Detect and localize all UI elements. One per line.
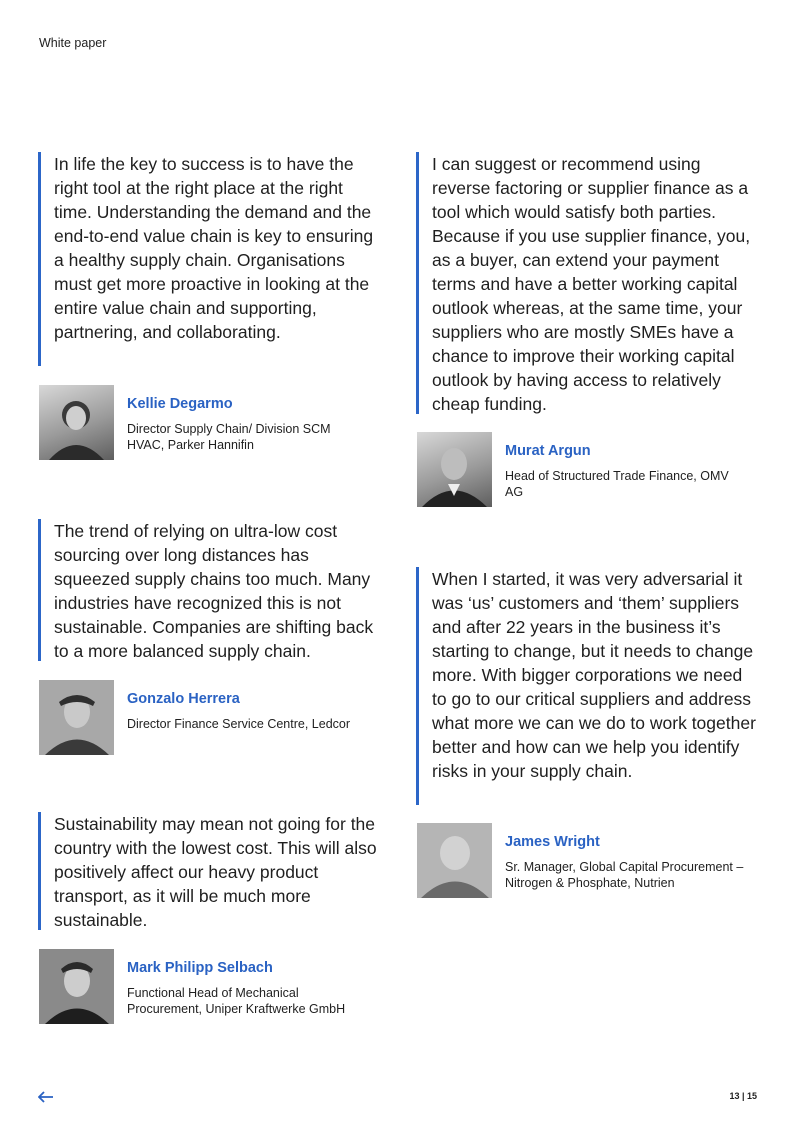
quote-attribution: [39, 949, 372, 1024]
quote-block: [416, 152, 761, 414]
avatar: [39, 680, 114, 755]
quote-text: I can suggest or recommend using reverse factoring or supplier finance as a tool which would satisfy both parties. Because if you use supplier finance, you, as a buyer, can extend your payment terms and have a better working capital outlook whereas, at the same time, your suppliers who are mostly SMEs have a chance to improve their working capital outlook by having access to relatively cheap funding.: [416, 152, 761, 414]
arrow-left-icon[interactable]: [38, 1087, 54, 1107]
person-role: Sr. Manager, Global Capital Procurement – Nitrogen & Phosphate, Nutrien: [505, 860, 744, 890]
person-role: Functional Head of Mechanical Procurement, Uniper Kraftwerke GmbH: [127, 986, 346, 1016]
quote-block: [416, 567, 761, 805]
quote-attribution: [417, 823, 760, 898]
person-name: Murat Argun: [505, 443, 591, 459]
quote-attribution: [417, 432, 730, 507]
avatar: [417, 432, 492, 507]
avatar: [39, 385, 114, 460]
quote-attribution: [39, 385, 352, 460]
person-name: Gonzalo Herrera: [127, 691, 240, 707]
person-name: James Wright: [505, 834, 600, 850]
person-name: Kellie Degarmo: [127, 396, 233, 412]
person-name: Mark Philipp Selbach: [127, 960, 273, 976]
quote-text: When I started, it was very adversarial it was ‘us’ customers and ‘them’ suppliers and after 22 years in the business it’s starting to change, but it needs to change more. With bigger corporations we need to go to our critical suppliers and address what more we can we do to work together better and how can we help you identify risks in your supply chain.: [416, 567, 761, 805]
avatar: [39, 949, 114, 1024]
quote-text: Sustainability may mean not going for the country with the lowest cost. This will also positively affect our heavy product transport, as it will be much more sustainable.: [38, 812, 378, 930]
person-role: Head of Structured Trade Finance, OMV AG: [505, 469, 729, 499]
document-type-label: White paper: [39, 36, 107, 50]
person-role: Director Finance Service Centre, Ledcor: [127, 717, 351, 731]
quote-attribution: [39, 680, 377, 755]
avatar: [417, 823, 492, 898]
quote-block: [38, 812, 378, 930]
person-role: Director Supply Chain/ Division SCM HVAC, Parker Hannifin: [127, 422, 331, 452]
quote-text: In life the key to success is to have the right tool at the right place at the right time. Understanding the demand and the end-to-end value chain is key to ensuring a healthy supply chain. Organisations must get more proactive in looking at the entire value chain and supporting, partnering, and collaborating.: [38, 152, 378, 366]
page-number: 13 | 15: [729, 1091, 757, 1101]
quote-block: [38, 152, 378, 366]
quote-text: The trend of relying on ultra-low cost sourcing over long distances has squeezed supply chains too much. Many industries have recognized this is not sustainable. Companies are shifting back to a more balanced supply chain.: [38, 519, 378, 661]
quote-block: [38, 519, 378, 661]
